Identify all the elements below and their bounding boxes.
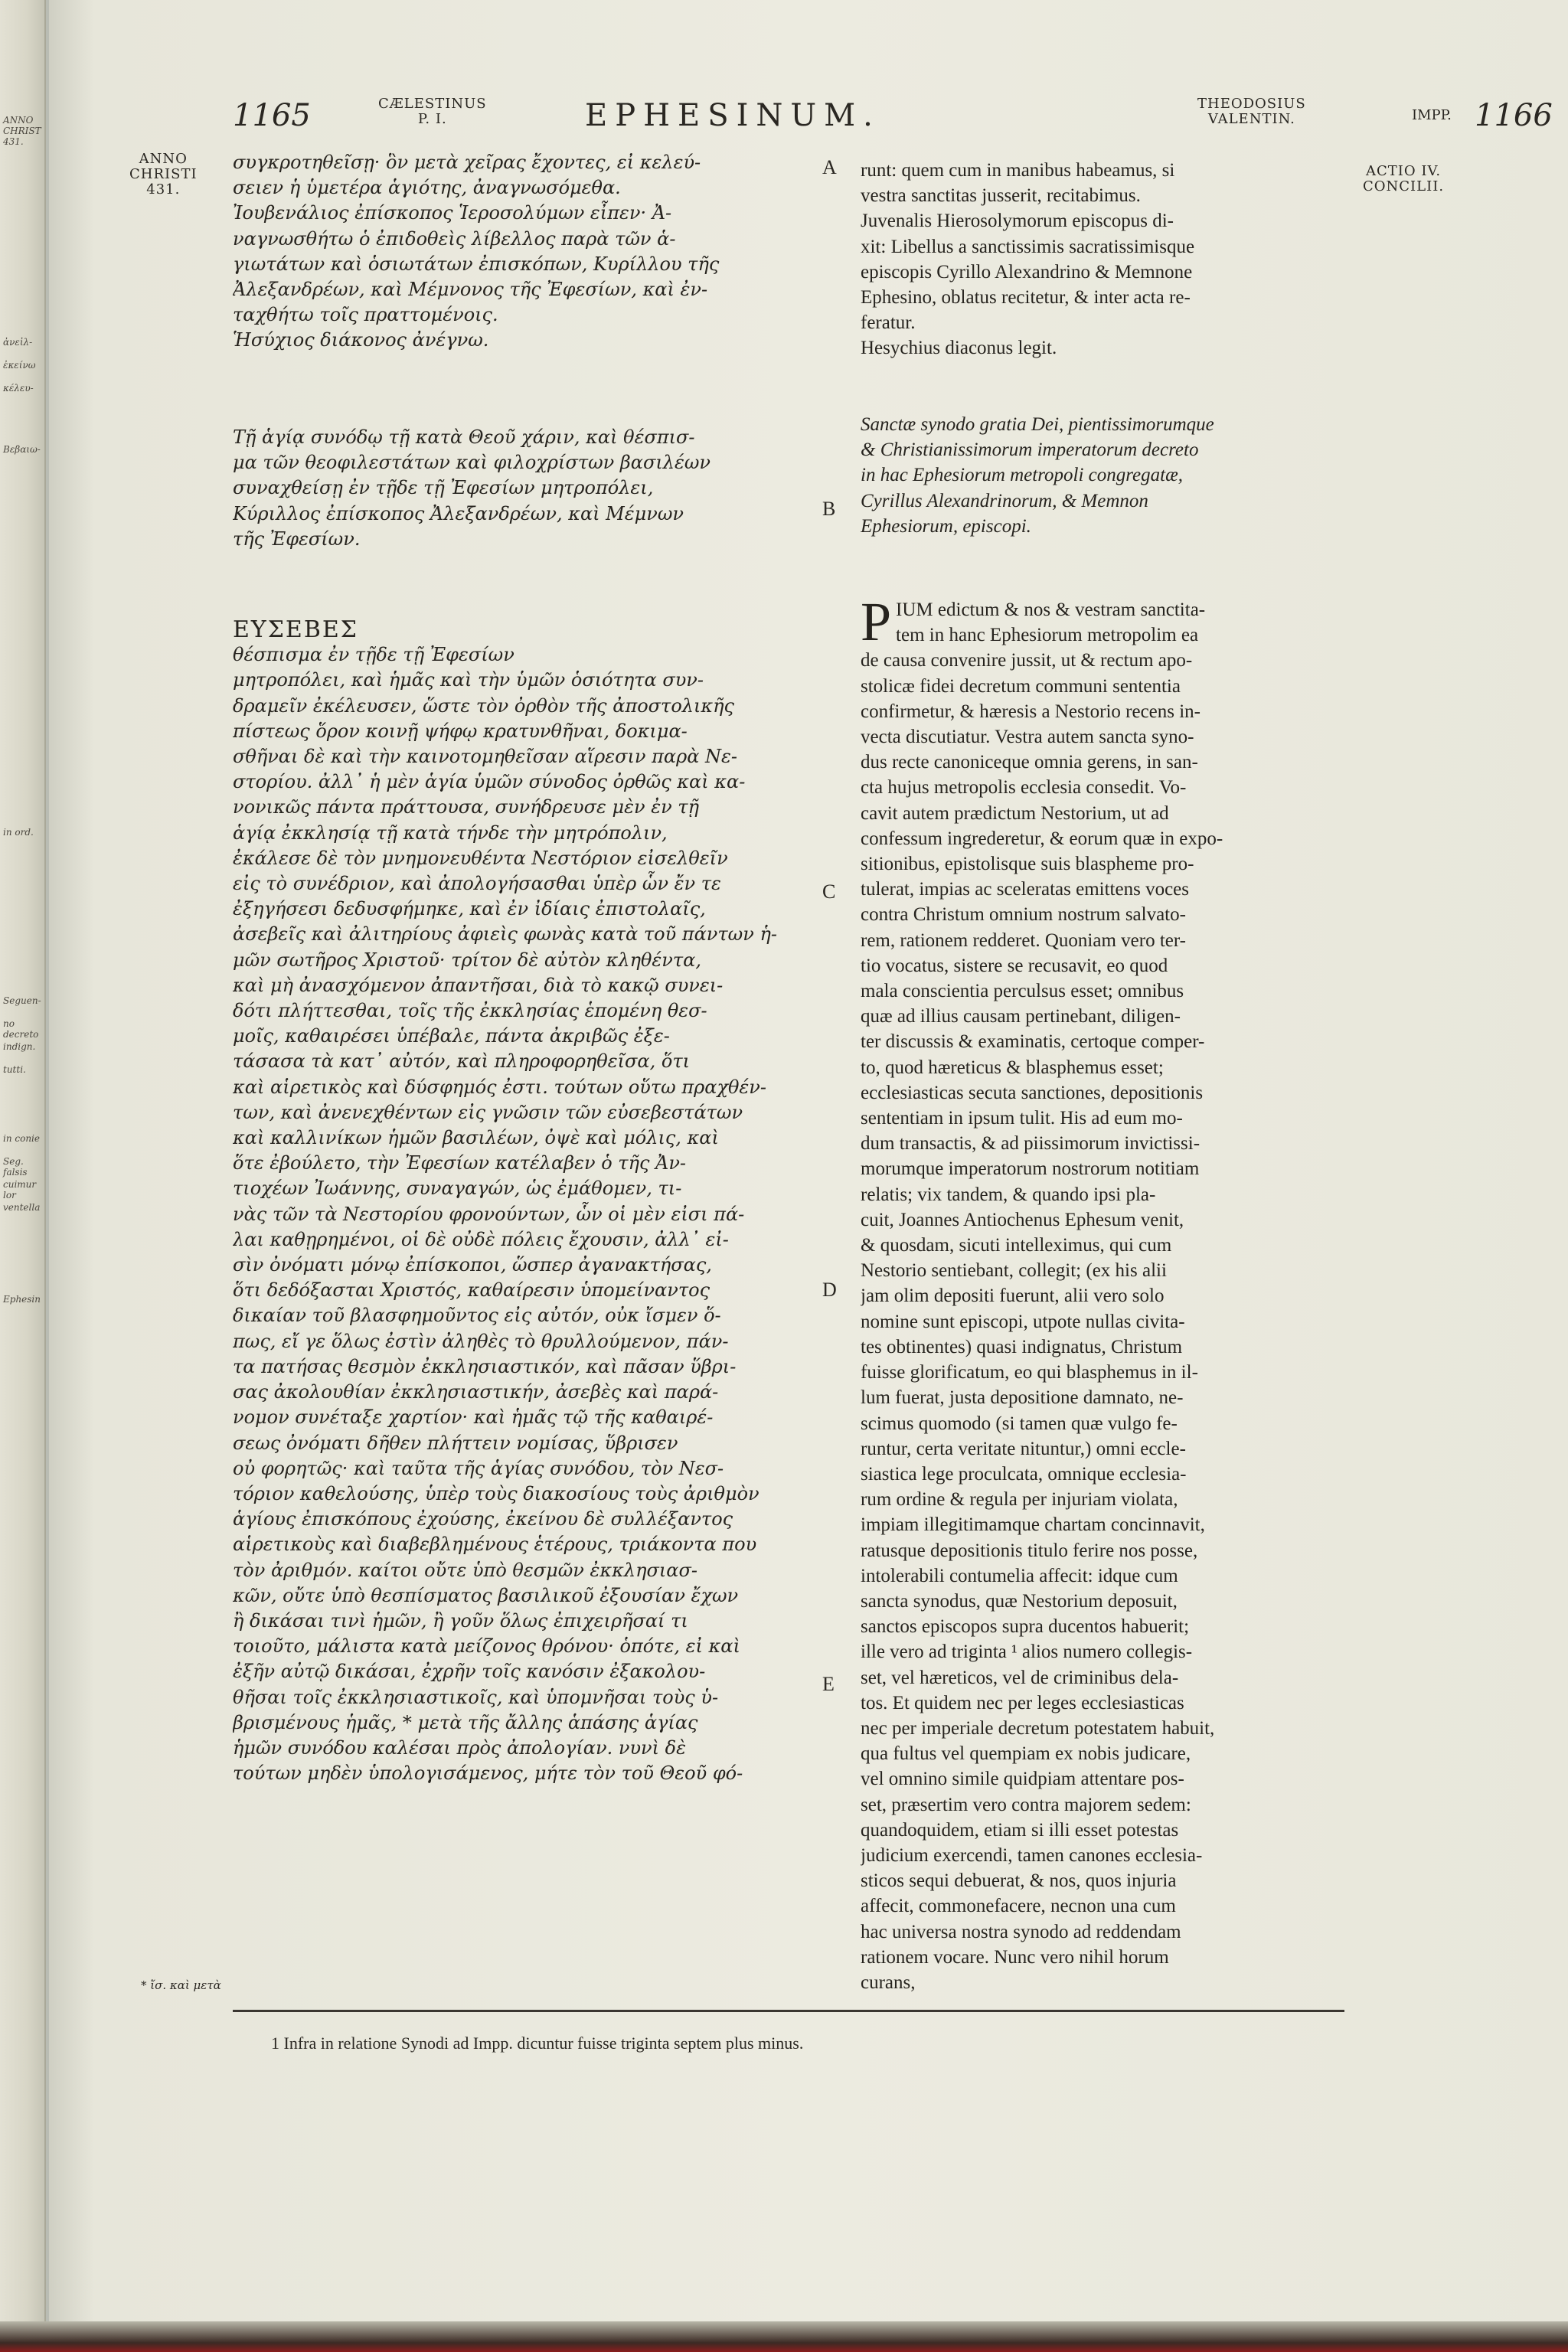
latin-main-line: relatis; vix tandem, & quando ipsi pla- (861, 1184, 1156, 1205)
latin-main-line: curans, (861, 1971, 916, 1993)
greek-main-line: καὶ μὴ ἀνασχόμενον ἀπαντῆσαι, διὰ τὸ κακῷ συνει- (233, 974, 724, 996)
latin-main-line: affecit, commonefacere, necnon una cum (861, 1896, 1176, 1917)
latin-main-line: cta hujus metropolis ecclesia consedit. Vo- (861, 777, 1187, 799)
latin-address (861, 412, 1343, 539)
latin-main-line: tem in hanc Ephesiorum metropolim ea (896, 625, 1199, 646)
latin-main-line: quæ ad illius causam pertinebant, diligen- (861, 1006, 1181, 1027)
greek-intro-line: ναγνωσθήτω ὁ ἐπιδοθεὶς λίβελλος παρὰ τῶν ἁ- (233, 227, 676, 250)
latin-intro-line: Juvenalis Hierosolymorum episcopus di- (861, 211, 1174, 232)
facing-page-snippet: indign. (3, 1041, 36, 1052)
greek-main-line: αἱρετικοὺς καὶ διαβεβλημένους ἑτέρους, τριάκοντα που (233, 1534, 757, 1556)
latin-main-line: impiam illegitimamque chartam concinnavit, (861, 1514, 1205, 1536)
greek-main-line: νὰς τῶν τὰ Νεστορίου φρονούντων, ὧν οἱ μὲν εἰσι πά- (233, 1203, 745, 1225)
greek-main-line: καὶ καλλινίκων ἡμῶν βασιλέων, ὀψὲ καὶ μόλις, καὶ (233, 1127, 719, 1149)
latin-main-line: ecclesiasticas secuta sanctiones, depositionis (861, 1082, 1204, 1103)
latin-main-line: jam olim depositi fuerunt, alii vero solo (861, 1285, 1165, 1307)
latin-intro-line: Hesychius diaconus legit. (861, 338, 1057, 359)
greek-main-line: τιοχέων Ἰωάννης, συναγαγών, ὡς ἐμάθομεν, τι- (233, 1178, 682, 1200)
facing-page-snippet: Seg. falsis (3, 1156, 28, 1178)
latin-main-line: nomine sunt episcopi, utpote nullas civita- (861, 1311, 1185, 1332)
greek-main-line: σὶν ὀνόματι μόνῳ ἐπίσκοποι, ὥσπερ ἀγανακτήσας, (233, 1254, 712, 1276)
latin-main-line: runtur, certa veritate nituntur,) omni eccle- (861, 1438, 1186, 1459)
greek-main-line: θέσπισμα ἐν τῇδε τῇ Ἐφεσίων (233, 644, 514, 666)
greek-main-line: μῶν σωτῆρος Χριστοῦ· τρίτον δὲ αὐτὸν κληθέντα, (233, 949, 701, 971)
latin-intro-line: vestra sanctitas jusserit, recitabimus. (861, 185, 1141, 207)
greek-main-line: δότι πλήττεσθαι, τοῖς τῆς ἐκκλησίας ἑπομένη θεσ- (233, 1000, 707, 1022)
greek-main-line: των, καὶ ἀνενεχθέντων εἰς γνῶσιν τῶν εὐσεβεστάτων (233, 1101, 743, 1123)
facing-page-snippet: in ord. (3, 827, 34, 838)
running-head-impp: IMPP. (1412, 107, 1452, 123)
latin-main-line: tos. Et quidem nec per leges ecclesiasticas (861, 1692, 1184, 1713)
greek-intro-line: Ἡσύχιος διάκονος ἀνέγνω. (233, 329, 489, 351)
latin-main-line: morumque imperatorum nostrorum notitiam (861, 1158, 1200, 1180)
section-letter-c: C (822, 880, 836, 903)
latin-main-line: tulerat, impias ac sceleratas emittens voces (861, 879, 1189, 900)
section-letter-e: E (822, 1673, 835, 1695)
facing-page-note: ANNO CHRIST 431. (3, 115, 41, 147)
latin-main-line: IUM edictum & nos & vestram sanctita- (896, 599, 1206, 620)
latin-main-line: confirmetur, & hæresis a Nestorio recens in- (861, 701, 1201, 722)
facing-page-snippet: Βεβαιω- (3, 444, 41, 455)
greek-main-line: τὸν ἀριθμόν. καίτοι οὔτε ὑπὸ θεσμῶν ἐκκλησιασ- (233, 1559, 697, 1581)
greek-main-lines (233, 642, 830, 1786)
margin-actio: ACTIO IV. CONCILII. (1363, 163, 1445, 194)
latin-intro-line: xit: Libellus a sanctissimis sacratissimisque (861, 236, 1195, 257)
latin-main-line: qua fultus vel quempiam ex nobis judicare, (861, 1743, 1191, 1765)
greek-opening-capitals: ΕΥΣΕΒΕΣ (233, 617, 358, 643)
running-head-title: EPHESINUM. (585, 98, 880, 133)
greek-main (233, 617, 830, 1786)
greek-main-line: δικαίαν τοῦ βλασφημοῦντος εἰς αὐτόν, οὐκ ἴσμεν ὅ- (233, 1305, 721, 1327)
latin-main-line: cuit, Joannes Antiochenus Ephesum venit, (861, 1209, 1184, 1230)
latin-main-line: ter discussis & examinatis, certoque comper- (861, 1031, 1205, 1053)
greek-main-line: μοῖς, καθαιρέσει ὑπέβαλε, πάντα ἀκριβῶς ἐξε- (233, 1025, 670, 1047)
greek-intro-line: ταχθήτω τοῖς πραττομένοις. (233, 304, 498, 326)
greek-intro-line: συγκροτηθεῖσῃ· ὃν μετὰ χεῖρας ἔχοντες, εἰ κελεύ- (233, 152, 701, 173)
greek-main-line: ἀσεβεῖς καὶ ἀλιτηρίους ἀφιεὶς φωνὰς κατὰ τοῦ πάντων ἡ- (233, 923, 777, 946)
greek-intro-line: σειεν ἡ ὑμετέρα ἁγιότης, ἀναγνωσόμεθα. (233, 177, 621, 199)
latin-main-line: tes obtinentes) quasi indignatus, Christum (861, 1336, 1183, 1357)
latin-intro-line: runt: quem cum in manibus habeamus, si (861, 160, 1175, 181)
latin-main-line: mala conscientia perculsus esset; omnibus (861, 981, 1184, 1002)
greek-main-line: σθῆναι δὲ καὶ τὴν καινοτομηθεῖσαν αἵρεσιν παρὰ Νε- (233, 746, 738, 768)
facing-page-snippet: ἐκείνω (3, 360, 36, 371)
facing-page-snippet: cuimur lor (3, 1179, 37, 1200)
greek-main-line: ἐξῆν αὐτῷ δικάσαι, ἐχρῆν τοῖς κανόσιν ἐξακολου- (233, 1661, 706, 1683)
greek-main-line: ὅτε ἐβούλετο, τὴν Ἐφεσίων κατέλαβεν ὁ τῆς Ἀν- (233, 1152, 687, 1174)
latin-intro-line: Ephesino, oblatus recitetur, & inter acta re- (861, 287, 1191, 309)
greek-main-line: καὶ αἱρετικὸς καὶ δύσφημός ἐστι. τούτων οὕτω πραχθέν- (233, 1076, 767, 1098)
latin-main-line: confessum ingrederetur, & eorum quæ in expo- (861, 828, 1223, 849)
greek-intro-line: γιωτάτων καὶ ὁσιωτάτων ἐπισκόπων, Κυρίλλου τῆς (233, 253, 720, 275)
latin-main-line: scimus quomodo (si tamen quæ vulgo fe- (861, 1413, 1178, 1434)
latin-main-line: set, præsertim vero contra majorem sedem: (861, 1794, 1191, 1815)
greek-intro-line: Ἰουβενάλιος ἐπίσκοπος Ἱεροσολύμων εἶπεν· Ἀ- (233, 202, 672, 224)
latin-intro-line: feratur. (861, 312, 916, 334)
latin-main-line: fuisse glorificatum, eo qui blasphemus in il- (861, 1362, 1198, 1383)
greek-main-line: πως, εἴ γε ὅλως ἐστὶν ἀληθὲς τὸ θρυλλούμενον, πάν- (233, 1330, 729, 1352)
greek-margin-note: * ἴσ. καὶ μετὰ (141, 1978, 221, 1992)
latin-main-line: sticos sequi debuerat, & nos, quos injuria (861, 1870, 1177, 1892)
greek-main-line: λαι καθῃρημένοι, οἱ δὲ οὐδὲ πόλεις ἔχουσιν, ἀλλ᾽ εἰ- (233, 1228, 729, 1250)
greek-address-line: Τῇ ἁγίᾳ συνόδῳ τῇ κατὰ Θεοῦ χάριν, καὶ θέσπισ- (233, 426, 695, 448)
greek-main-line: νονικῶς πάντα πράττουσα, συνήδρευσε μὲν ἐν τῇ (233, 796, 699, 818)
greek-main-line: πίστεως ὅρον κοινῇ ψήφῳ κρατυνθῆναι, δοκιμα- (233, 720, 688, 742)
page-bottom-edge (0, 2321, 1568, 2352)
latin-address-line: Ephesiorum, episcopi. (861, 515, 1031, 537)
latin-main-line: rum ordine & regula per injuriam violata, (861, 1489, 1178, 1511)
greek-main-line: οὐ φορητῶς· καὶ ταῦτα τῆς ἁγίας συνόδου, τὸν Νεσ- (233, 1457, 724, 1479)
facing-page-snippet: ἀνεἰλ- (3, 337, 33, 348)
greek-main-line: ἐκάλεσε δὲ τὸν μνημονευθέντα Νεστόριον εἰσελθεῖν (233, 847, 728, 869)
greek-address-line: συναχθείσῃ ἐν τῇδε τῇ Ἐφεσίων μητροπόλει, (233, 477, 654, 499)
latin-main-line: de causa convenire jussit, ut & rectum apo- (861, 650, 1193, 671)
facing-page-edge (0, 0, 46, 2352)
greek-main-line: σεως ὀνόματι δῆθεν πλήττειν νομίσας, ὕβρισεν (233, 1432, 678, 1454)
greek-main-line: στορίου. ἀλλ᾽ ἡ μὲν ἁγία ὑμῶν σύνοδος ὀρθῶς καὶ κα- (233, 771, 746, 793)
latin-main-line: tio vocatus, sistere se recusavit, eo quod (861, 955, 1168, 976)
book-page (49, 0, 1568, 2352)
greek-main-line: τάσασα τὰ κατ᾽ αὐτόν, καὶ πληροφορηθεῖσα, ὅτι (233, 1050, 690, 1073)
latin-main-line: lum fuerat, justa depositione damnato, ne- (861, 1387, 1184, 1409)
running-head-pope: CÆLESTINUS P. I. (378, 96, 487, 127)
greek-address-line: τῆς Ἐφεσίων. (233, 528, 361, 550)
greek-main-line: νομον συνέταξε χαρτίον· καὶ ἡμᾶς τῷ τῆς καθαιρέ- (233, 1406, 714, 1429)
latin-main-lines (861, 591, 1343, 1995)
greek-main-line: ἐξηγήσεσι δεδυσφήμηκε, καὶ ἐν ἰδίαις ἐπιστολαῖς, (233, 898, 706, 920)
latin-main-line: vecta discutiatur. Vestra autem sancta syno- (861, 727, 1194, 748)
greek-main-line: τούτων μηδὲν ὑπολογισάμενος, μήτε τὸν τοῦ Θεοῦ φό- (233, 1762, 743, 1785)
latin-intro-line: episcopis Cyrillo Alexandrino & Memnone (861, 261, 1193, 283)
section-letter-b: B (822, 498, 836, 520)
latin-main-line: intolerabili contumelia affecit: idque cum (861, 1565, 1178, 1586)
greek-address (233, 425, 830, 552)
greek-intro (233, 150, 830, 354)
latin-main-line: set, vel hæreticos, vel de criminibus dela- (861, 1667, 1179, 1688)
greek-main-line: κῶν, οὔτε ὑπὸ θεσπίσματος βασιλικοῦ ἐξουσίαν ἔχων (233, 1584, 739, 1606)
greek-main-line: ἁγίους ἐπισκόπους ἐχούσης, ἐκείνου δὲ συλλέξαντος (233, 1508, 733, 1530)
latin-address-line: in hac Ephesiorum metropoli congregatæ, (861, 465, 1184, 486)
latin-main-line: dum transactis, & ad piissimorum invictissi- (861, 1133, 1200, 1155)
latin-main-line: siastica lege proculcata, omnique ecclesia- (861, 1463, 1187, 1485)
greek-main-line: τοιοῦτο, μάλιστα κατὰ μείζονος θρόνου· ὁπότε, εἰ καὶ (233, 1635, 740, 1658)
latin-main-line: cavit autem prædictum Nestorium, ut ad (861, 802, 1169, 824)
latin-main-line: dus recte canoniceque omnia gerens, in san- (861, 752, 1198, 773)
latin-main-line: stolicæ fidei decretum communi sententia (861, 675, 1181, 697)
margin-year: ANNO CHRISTI 431. (129, 151, 198, 198)
latin-main-line: to, quod hæreticus & blasphemus esset; (861, 1057, 1164, 1078)
greek-address-line: μα τῶν θεοφιλεστάτων καὶ φιλοχρίστων βασιλέων (233, 452, 711, 474)
facing-page-snippet: tutti. (3, 1064, 26, 1075)
running-head-emperors: THEODOSIUS VALENTIN. (1197, 96, 1306, 127)
greek-main-line: τα πατήσας θεσμὸν ἐκκλησιαστικόν, καὶ πᾶσαν ὕβρι- (233, 1355, 737, 1377)
greek-main-line: δραμεῖν ἐκέλευσεν, ὥστε τὸν ὀρθὸν τῆς ἀποστολικῆς (233, 694, 734, 717)
latin-main-line: Nestorio sentiebant, collegit; (ex his alii (861, 1260, 1167, 1282)
section-letter-a: A (822, 156, 837, 178)
latin-main-line: sanctos episcopos supra ducentos habuerit; (861, 1616, 1190, 1638)
section-letter-d: D (822, 1279, 837, 1301)
facing-page-snippet: Ephesin (3, 1294, 41, 1305)
facing-page-snippet: Seguen- (3, 995, 41, 1006)
latin-main-line: judicium exercendi, tamen canones ecclesia- (861, 1844, 1203, 1866)
greek-main-line: θῆσαι τοῖς ἐκκλησιαστικοῖς, καὶ ὑπομνῆσαι τοὺς ὑ- (233, 1686, 719, 1708)
latin-main-line: rationem vocare. Nunc vero nihil horum (861, 1946, 1169, 1968)
footnote-rule (233, 2010, 1344, 2012)
footnote: 1 Infra in relatione Synodi ad Impp. dicuntur fuisse triginta septem plus minus. (271, 2034, 804, 2053)
latin-main-line: vel omnino simile quidpiam attentare pos- (861, 1769, 1184, 1790)
greek-main-line: βρισμένους ἡμᾶς, * μετὰ τῆς ἄλλης ἁπάσης ἁγίας (233, 1711, 698, 1733)
latin-main-line: ratusque depositionis titulo ferire nos posse, (861, 1540, 1198, 1561)
latin-address-line: Cyrillus Alexandrinorum, & Memnon (861, 490, 1148, 511)
latin-main-line: contra Christum omnium nostrum salvato- (861, 904, 1186, 926)
greek-intro-line: Ἀλεξανδρέων, καὶ Μέμνονος τῆς Ἐφεσίων, καὶ ἐν- (233, 279, 708, 301)
latin-main-line: hac universa nostra synodo ad reddendam (861, 1921, 1181, 1942)
greek-main-line: εἰς τὸ συνέδριον, καὶ ἀπολογήσασθαι ὑπὲρ ὧν ἔν τε (233, 873, 721, 895)
page-number-right: 1166 (1475, 98, 1553, 133)
latin-drop-cap: P (861, 591, 892, 652)
facing-page-snippet: no decreto (3, 1018, 39, 1040)
latin-main (861, 591, 1343, 1995)
latin-main-line: nec per imperiale decretum potestatem habuit, (861, 1717, 1215, 1739)
greek-main-line: ὅτι δεδόξασται Χριστός, καθαίρεσιν ὑπομείναντος (233, 1279, 710, 1302)
greek-main-line: τόριον καθελούσης, ὑπὲρ τοὺς διακοσίους τοὺς ἀριθμὸν (233, 1482, 760, 1504)
latin-address-line: Sanctæ synodo gratia Dei, pientissimorumque (861, 414, 1214, 435)
greek-main-line: μητροπόλει, καὶ ἡμᾶς καὶ τὴν ὑμῶν ὁσιότητα συν- (233, 669, 704, 691)
facing-page-snippet: in conie (3, 1133, 40, 1144)
greek-main-line: ἁγίᾳ ἐκκλησίᾳ τῇ κατὰ τήνδε τὴν μητρόπολιν, (233, 822, 668, 844)
latin-main-line: sancta synodus, quæ Nestorium deposuit, (861, 1590, 1178, 1612)
latin-main-line: sententiam in ipsum tulit. His ad eum mo- (861, 1108, 1183, 1129)
facing-page-snippet: ventella (3, 1202, 41, 1213)
latin-address-line: & Christianissimorum imperatorum decreto (861, 439, 1199, 461)
facing-page-snippet: κέλευ- (3, 383, 34, 394)
page-number-left: 1165 (233, 98, 311, 133)
latin-main-line: sitionibus, epistolisque suis blaspheme pro- (861, 854, 1194, 875)
greek-main-line: σας ἀκολουθίαν ἐκκλησιαστικήν, ἀσεβὲς καὶ παρά- (233, 1381, 719, 1403)
greek-main-line: ἡμῶν συνόδου καλέσαι πρὸς ἀπολογίαν. νυνὶ δὲ (233, 1736, 686, 1759)
running-head (49, 90, 1568, 144)
greek-main-line: ἢ δικάσαι τινὶ ἡμῶν, ἢ γοῦν ὅλως ἐπιχειρῆσαί τι (233, 1609, 688, 1632)
greek-address-line: Κύριλλος ἐπίσκοπος Ἀλεξανδρέων, καὶ Μέμνων (233, 502, 684, 524)
latin-main-line: rem, rationem redderet. Quoniam vero ter- (861, 929, 1187, 951)
latin-main-line: quandoquidem, etiam si illi esset potestas (861, 1819, 1179, 1841)
latin-intro (861, 158, 1343, 361)
latin-main-line: ille vero ad triginta ¹ alios numero collegis- (861, 1642, 1193, 1663)
latin-main-line: & quosdam, sicuti intelleximus, qui cum (861, 1235, 1172, 1256)
